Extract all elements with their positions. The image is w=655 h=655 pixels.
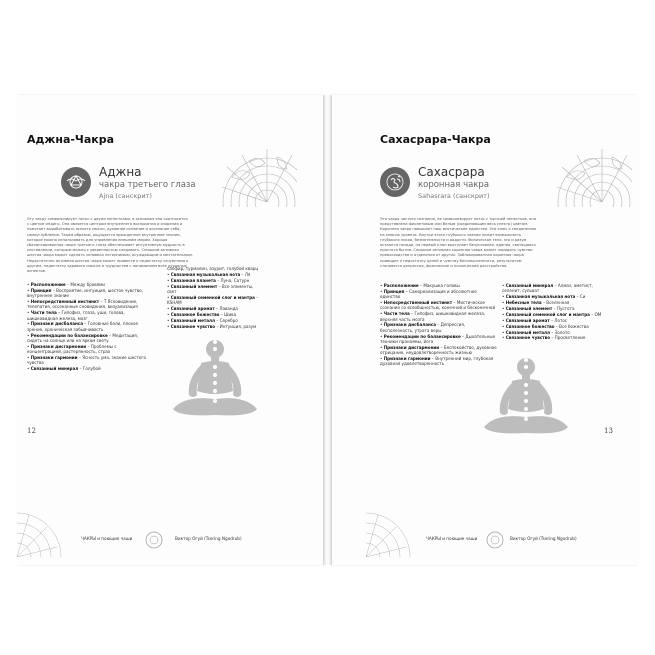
left-footer-author: Виктор Огуй (Tsering Ngodrub) — [175, 536, 242, 541]
left-chakra-header — [61, 165, 261, 207]
property-value: – Все элементы, свет — [167, 283, 254, 294]
property-value: – Шива — [219, 311, 237, 317]
property-value: – Депрессия, бесполезность, утрата веры — [380, 322, 466, 333]
right-chakra-sanskrit: Sahasrara (санскрит) — [418, 192, 490, 200]
property-term: Связанный семенной слог и мантра — [505, 311, 590, 317]
property-term: Рекомендации по балансировке — [30, 332, 108, 338]
property-value: – Самореализация и абсолютное единство — [380, 288, 477, 300]
right-chakra-subtitle: коронная чакра — [418, 180, 490, 190]
meditation-silhouette-icon — [165, 335, 265, 423]
property-value: – ОМ — [589, 311, 602, 317]
meditation-silhouette-icon — [476, 353, 576, 441]
left-chapter-title: Аджна-Чакра — [27, 133, 115, 146]
right-properties-column-2 — [502, 283, 608, 341]
property-term: Расположение — [30, 282, 66, 287]
property-value: – Проблемы с концентрацией, растерянность, страх — [27, 343, 117, 355]
intro-line: Эта чакра чистого сознания, ее символизирует лотос с тысячей лепестков, она — [380, 217, 536, 221]
property-item: • Рекомендации по балансировке – Медитация, сидеть на солнце или на ярком свету — [27, 332, 139, 343]
property-item: • Связанная планета – Луна, Сатурн — [167, 277, 250, 283]
om-symbol-icon — [380, 167, 410, 197]
property-item: • Связанное чувство – Просветление — [502, 335, 586, 341]
intro-line: становятся депрессия, физические и психические расстройства. — [380, 263, 508, 268]
intro-line: самоуглубление. Таким образом, ощущается врожденное внутреннее знание, — [27, 232, 181, 237]
property-value: – Внутренний мир, глубокая духовная удовлетворенность — [380, 356, 494, 367]
property-value: – Гипофиз, глаза, уши, голова, шишковидная железа, мозг — [27, 310, 125, 321]
property-term: Признаки дисбаланса — [383, 322, 436, 328]
property-term: Непосредственный инстинкт — [30, 299, 100, 305]
property-item: • Связанный металл – Серебро — [167, 317, 238, 323]
property-term: Признаки дисгармонии — [383, 344, 440, 350]
property-value: – Ля — [240, 271, 251, 277]
property-item: • Связанный элемент – Все элементы, свет — [167, 283, 254, 294]
property-term: Расположение — [383, 283, 419, 288]
property-item: • Части тела – Гипофиз, шишковидная железа, верхняя часть мозга — [380, 311, 486, 322]
left-properties-column-2 — [167, 266, 263, 330]
property-term: Связанный элемент — [505, 305, 553, 311]
property-item: • Части тела – Гипофиз, глаза, уши, голова, шишковидная железа, мозг — [27, 310, 125, 321]
property-term: Связанная музыкальная нота — [505, 294, 576, 300]
property-value: – Серебро — [215, 317, 238, 323]
property-item: • Признаки гармонии – Внутренний мир, глубокая духовная удовлетворенность — [380, 356, 494, 367]
left-chakra-name: Аджна — [99, 165, 142, 179]
property-value: – Ясность ума, знание шестого чувства — [27, 355, 147, 366]
property-item: • Связанный семенной слог и мантра – KSHAM — [167, 294, 259, 306]
intro-line: остаются позади, на первый план выступает безусловная, единая, светящаяся — [380, 243, 536, 248]
property-item: • Принцип – Самореализация и абсолютное единство — [380, 288, 477, 300]
property-value: – Золото — [550, 329, 570, 335]
property-item: • Связанная музыкальная нота – Си — [502, 294, 586, 300]
property-term: Связанное чувство — [170, 323, 216, 329]
property-item — [167, 266, 263, 271]
right-chapter-title: Сахасрара-Чакра — [380, 133, 491, 146]
intro-line: превосходства и отделения от других. Заблокированная коронная чакра — [380, 253, 524, 258]
right-page — [332, 95, 638, 565]
left-page — [17, 95, 323, 565]
property-value: – KSHAM — [167, 294, 259, 306]
property-term: Признаки дисбаланса — [30, 321, 83, 327]
property-item: • Связанный элемент – Пустота — [502, 305, 575, 311]
property-item: • Непосредственный инстинкт – Мистическое сознание со всеобщностью, конечной и бесконечной — [380, 300, 496, 311]
property-item: • Связанный металл – Золото — [502, 329, 570, 335]
intro-line: другим, недостатку здравого смысла и трудностям с пониманием всех духовных — [27, 263, 187, 268]
left-footer-book-title: ЧАКРЫ и поющие чаши — [81, 536, 133, 541]
property-term: Связанный минерал — [505, 283, 554, 288]
left-properties-column-1 — [27, 282, 149, 372]
property-term: Небесные тела — [505, 300, 542, 306]
property-term: Связанный металл — [505, 329, 550, 335]
right-chakra-header — [380, 165, 580, 207]
property-term: Связанная музыкальная нота — [170, 271, 241, 277]
property-term: Части тела — [30, 310, 57, 316]
property-item: • Признаки дисбаланса – Головные боли, плохое зрение, хроническая забывчивость — [27, 321, 139, 332]
intro-line: простота бытия. Слишком активная коронная чакра может породить чувство — [380, 248, 533, 253]
right-intro-text — [380, 217, 630, 269]
property-value: – Дыхательные техники пранаямы, йога — [380, 333, 496, 344]
intro-line: глубокого покоя, безмятежности и радости. Физическое тело, эго и разум — [380, 237, 527, 242]
property-term: Принцип — [30, 287, 52, 293]
property-term: Признаки гармонии — [30, 355, 78, 361]
property-value: – Беспокойство, духовное отрицание, неудовлетворенность жизнью — [380, 344, 497, 356]
property-term: Связанное божество — [170, 311, 220, 317]
property-item: • Связанная музыкальная нота – Ля — [167, 271, 251, 277]
property-item: • Связанный семенной слог и мантра – ОМ — [502, 311, 602, 317]
property-value: – Пустота — [552, 305, 575, 311]
book-gutter — [323, 95, 332, 565]
property-term: Связанный аромат — [505, 317, 550, 323]
property-value: – Вселенная — [541, 300, 570, 306]
property-value: – Все божества — [554, 323, 589, 329]
ajna-symbol-icon — [61, 167, 91, 197]
property-value: – Луна, Сатурн — [215, 277, 250, 283]
property-value: сапфир, турмалин, азурит, голубой кварц — [167, 266, 259, 271]
property-term: Связанная планета — [170, 277, 216, 283]
property-value: – Голубой — [78, 366, 101, 372]
property-value: – Интуиция, разум — [215, 323, 257, 329]
property-term: Рекомендации по балансировке — [383, 333, 461, 339]
property-value: – Макушка головы — [418, 283, 460, 288]
property-value: – Между бровями — [65, 282, 105, 287]
intro-line: которое можно использовать для управления внешним миром. Хорошо — [27, 237, 168, 242]
intro-line: помогает вырабатывать ясность мысли, духовное сознание и осознание себя, — [27, 227, 181, 232]
property-item: • Непосредственный инстинкт – Т Ясновидение, телепатия, осознанные сновидения, визуализация — [27, 299, 138, 310]
property-value: – Гипофиз, шишковидная железа, верхняя часть мозга — [380, 311, 486, 322]
property-item: • Связанный аромат – Лаванда — [167, 306, 238, 312]
intro-line: приводит к недостатку целей и чувству бессмысленности, результатом — [380, 258, 522, 263]
property-item: • Признаки дисбаланса – Депрессия, бесполезность, утрата веры — [380, 322, 466, 333]
intro-line: Недостаточно активная шестая чакра может привести к недостатку сочувствия к — [27, 258, 189, 263]
property-item: • Связанный аромат – Лотос — [502, 317, 568, 323]
property-value: – Алмаз, аметист, селенит, сульват — [502, 283, 593, 294]
property-value: – Лотос — [549, 317, 568, 323]
left-chakra-sanskrit: Ajna (санскрит) — [99, 192, 152, 200]
right-footer-book-title: ЧАКРЫ и поющие чаши — [426, 536, 478, 541]
property-item: • Небесные тела – Вселенная — [502, 300, 570, 306]
property-value: – Медитация, сидеть на солнце или на ярком свету — [27, 332, 139, 343]
property-term: Признаки дисгармонии — [30, 343, 87, 349]
footer-seal-icon — [486, 531, 504, 549]
property-term: Связанный аромат — [170, 306, 215, 312]
right-chakra-name: Сахасрара — [418, 165, 485, 179]
property-term: Признаки гармонии — [383, 356, 431, 362]
property-item: • Расположение – Между бровями — [27, 282, 105, 287]
property-value: – Просветление — [550, 335, 586, 341]
intro-line: с цветом индиго. Она является центром внутреннего восприятия и озарения и — [27, 222, 183, 227]
property-value: – Мистическое сознание со всеобщностью, конечной и бесконечной — [380, 300, 496, 311]
intro-line: Коронная чакра повышает наш мистическое единство. Это ключ к соединению — [380, 227, 536, 232]
intro-line: аспектов. — [27, 269, 46, 274]
intro-line: наставлении, которым можно с уверенностью следовать. Слишком активная — [27, 248, 179, 253]
property-item: • Расположение – Макушка головы — [380, 283, 460, 288]
property-term: Связанный металл — [170, 317, 215, 323]
intro-line: сбалансированная чакра третьего глаза обеспечивает интуитивную мудрость в — [27, 243, 185, 248]
property-item: • Связанное божество – Шива — [167, 311, 237, 317]
property-value: – Лаванда — [214, 306, 238, 312]
right-page-number: 13 — [604, 427, 613, 435]
property-item: • Связанное божество – Все божества — [502, 323, 589, 329]
intro-line: шестая чакра может сделать человека нетерпимым, осуждающим и мечтательным. — [27, 253, 193, 258]
property-term: Части тела — [383, 311, 410, 317]
property-item: • Рекомендации по балансировке – Дыхательные техники пранаямы, йога — [380, 333, 496, 344]
footer-mandala-ornament-icon — [17, 507, 87, 557]
property-term: Связанный минерал — [30, 366, 79, 372]
left-page-number: 12 — [27, 427, 36, 435]
intro-line: Эту чакру символизирует лотос с двумя лепестками, в основном она соотносится — [27, 217, 188, 221]
right-footer-author: Виктор Огуй (Tsering Ngodrub) — [510, 536, 577, 541]
property-term: Связанное чувство — [505, 335, 551, 341]
property-term: Связанный семенной слог и мантра — [170, 294, 255, 300]
left-chakra-subtitle: чакра третьего глаза — [99, 180, 196, 190]
footer-seal-icon — [145, 531, 163, 549]
property-term: Связанный элемент — [170, 283, 218, 289]
property-value: – Т Ясновидение, телепатия, осознанные сновидения, визуализация — [27, 299, 138, 310]
property-item: • Признаки гармонии – Ясность ума, знание шестого чувства — [27, 355, 147, 366]
intro-line: представлена фиолетовым или белым (соединяющим весь спектр) цветом. — [380, 222, 529, 227]
property-value: – Головные боли, плохое зрение, хроническая забывчивость — [27, 321, 139, 332]
property-item: • Принцип – Восприятие, интуиция, шестое чувство, внутреннее знание — [27, 287, 143, 299]
property-value: – Восприятие, интуиция, шестое чувство, внутреннее знание — [27, 287, 143, 299]
property-item: • Связанный минерал – Алмаз, аметист, селенит, сульват — [502, 283, 593, 294]
property-item: • Связанное чувство – Интуиция, разум — [167, 323, 257, 329]
property-value: – Си — [575, 294, 586, 300]
intro-line: на многих уровнях. Внутри этого глубокого знания лежит возможность — [380, 232, 522, 237]
property-item: • Признаки дисгармонии – Беспокойство, духовное отрицание, неудовлетворенность жизнью — [380, 344, 497, 356]
property-item: • Признаки дисгармонии – Проблемы с концентрацией, растерянность, страх — [27, 343, 117, 355]
property-term: Принцип — [383, 288, 405, 294]
property-item: • Связанный минерал – Голубой — [27, 366, 101, 372]
footer-mandala-ornament-icon — [366, 507, 436, 557]
property-term: Связанное божество — [505, 323, 555, 329]
property-term: Непосредственный инстинкт — [383, 300, 453, 306]
